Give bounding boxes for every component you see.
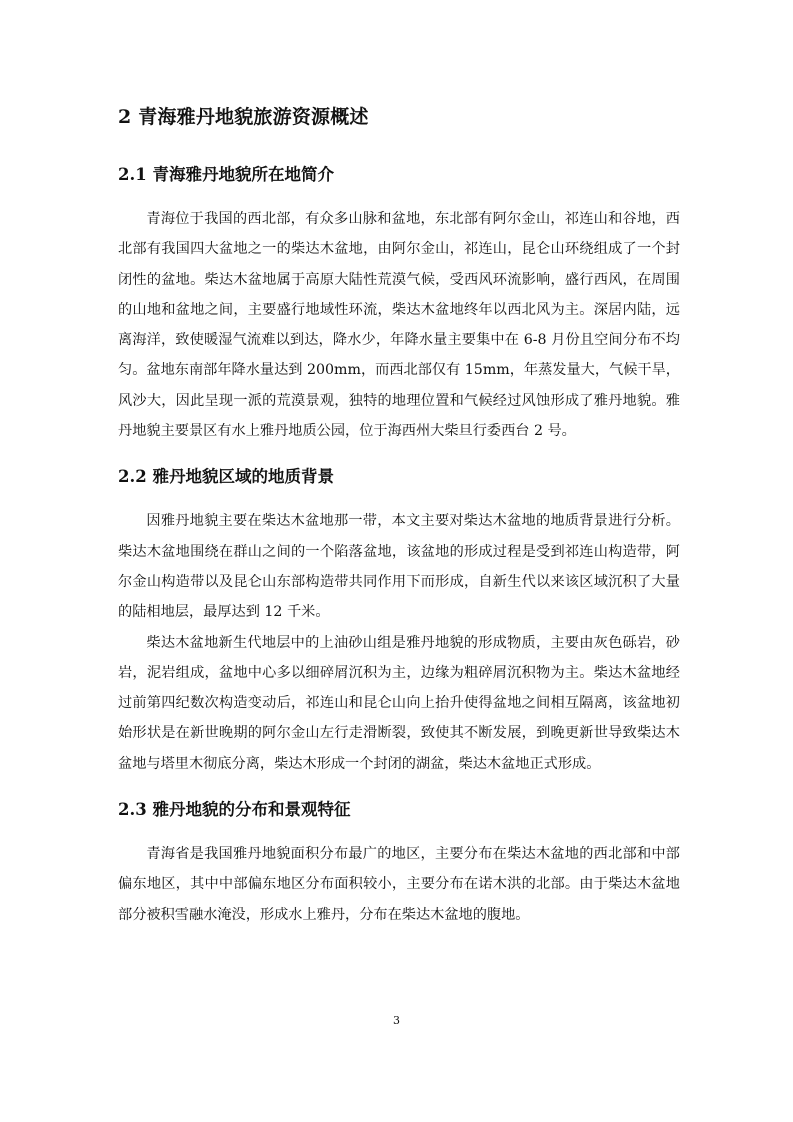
page-number: 3 bbox=[393, 1014, 400, 1027]
paragraph: 青海省是我国雅丹地貌面积分布最广的地区，主要分布在柴达木盆地的西北部和中部偏东地区，其中中部偏东地区分布面积较小，主要分布在诺木洪的北部。由于柴达木盆地部分被积雪融水淹没，形成水上雅丹，分布在柴达木盆地的腹地。 bbox=[118, 846, 680, 923]
section-title: 2.1 青海雅丹地貌所在地简介 bbox=[118, 165, 334, 184]
section-2-2 bbox=[118, 462, 680, 779]
paragraph: 青海位于我国的西北部，有众多山脉和盆地，东北部有阿尔金山，祁连山和谷地，西北部有我国四大盆地之一的柴达木盆地，由阿尔金山，祁连山，昆仑山环绕组成了一个封闭性的盆地。柴达木盆地属于高原大陆性荒漠气候，受西风环流影响，盛行西风，在周围的山地和盆地之间，主要盛行地域性环流，柴达木盆地终年以西北风为主。深居内陆，远离海洋，致使暖湿气流难以到达，降水少，年降水量主要集中在 6-8 月份且空间分布不均匀。盆地东南部年降水量达到 200mm，而西北部仅有 15mm，年蒸发量大，气候干旱，风沙大，因此呈现一派的荒漠景观，独特的地理位置和气候经过风蚀形成了雅丹地貌。雅丹地貌主要景区有水上雅丹地质公园，位于海西州大柴旦行委西台 2 号。 bbox=[118, 211, 680, 440]
section-2-3 bbox=[118, 795, 680, 930]
page-content bbox=[118, 100, 680, 946]
section-title: 2.3 雅丹地貌的分布和景观特征 bbox=[118, 800, 351, 820]
paragraph: 柴达木盆地新生代地层中的上油砂山组是雅丹地貌的形成物质，主要由灰色砾岩，砂岩，泥岩组成，盆地中心多以细碎屑沉积为主，边缘为粗碎屑沉积物为主。柴达木盆地经过前第四纪数次构造变动后，祁连山和昆仑山向上抬升使得盆地之间相互隔离，该盆地初始形状是在新世晚期的阿尔金山左行走滑断裂，致使其不断发展，到晚更新世导致柴达木盆地与塔里木彻底分离，柴达木形成一个封闭的湖盆，柴达木盆地正式形成。 bbox=[118, 634, 680, 772]
paragraph: 因雅丹地貌主要在柴达木盆地那一带，本文主要对柴达木盆地的地质背景进行分析。柴达木盆地围绕在群山之间的一个陷落盆地，该盆地的形成过程是受到祁连山构造带，阿尔金山构造带以及昆仑山东部构造带共同作用下而形成，自新生代以来该区域沉积了大量的陆相地层，最厚达到 12 千米。 bbox=[118, 513, 680, 621]
section-title: 2.2 雅丹地貌区域的地质背景 bbox=[118, 467, 334, 487]
section-2-1 bbox=[118, 160, 680, 446]
chapter-title: 2 青海雅丹地貌旅游资源概述 bbox=[118, 106, 369, 128]
